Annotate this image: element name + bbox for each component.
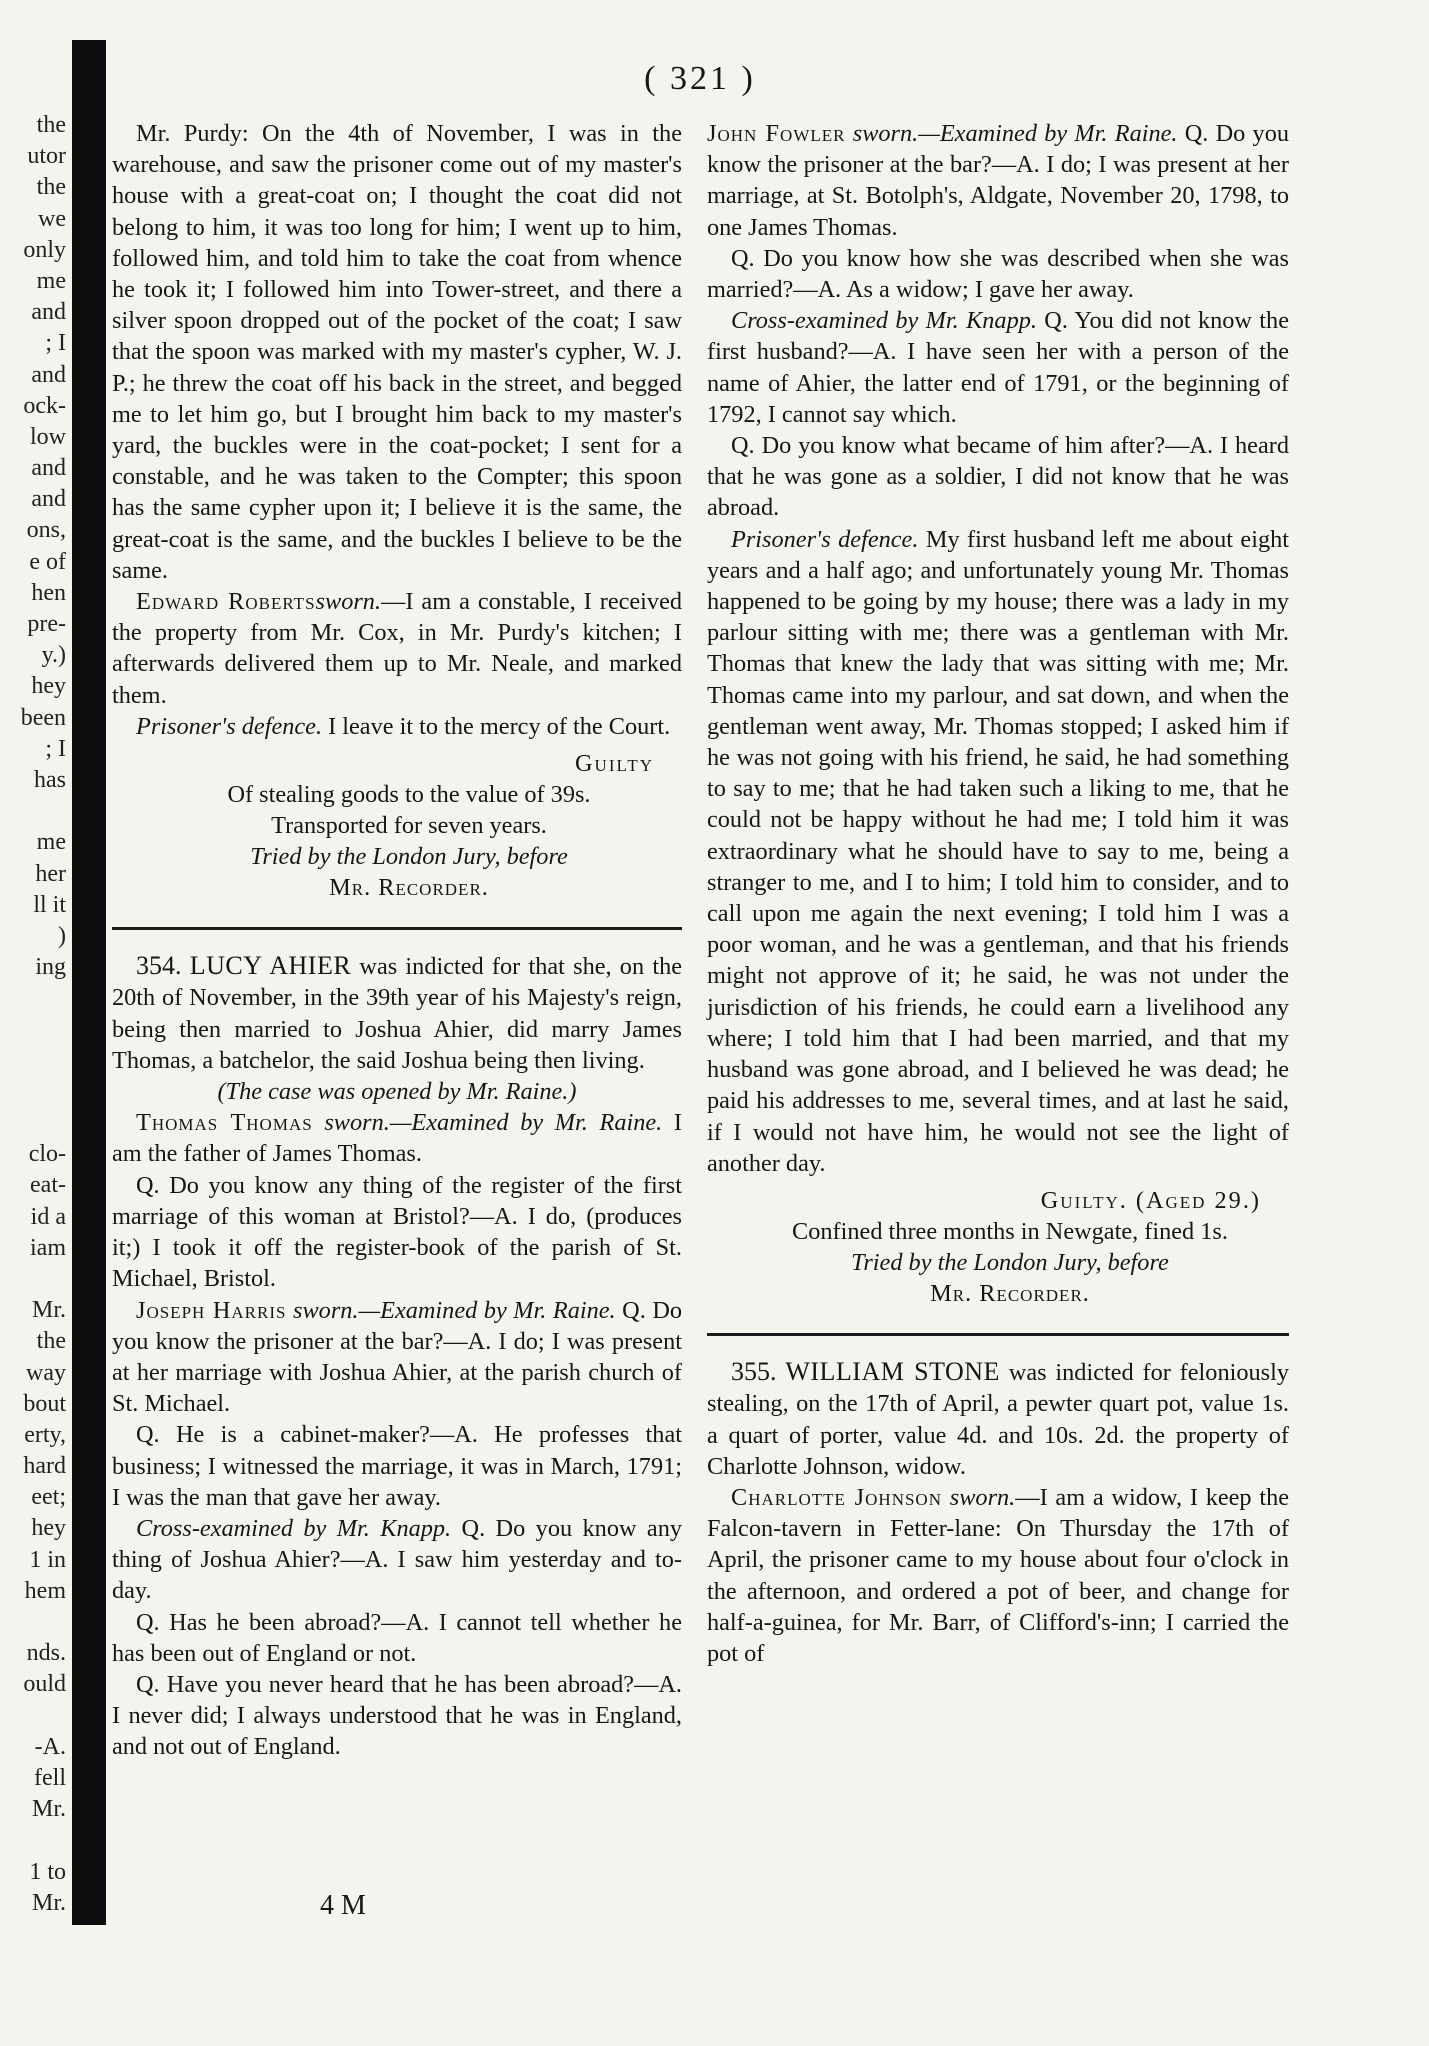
case-number: 354. bbox=[136, 951, 182, 981]
margin-fragment: ould bbox=[23, 1671, 66, 1698]
margin-fragment: pre- bbox=[27, 611, 66, 637]
margin-fragment: and bbox=[31, 361, 66, 388]
margin-fragment: -A. bbox=[34, 1733, 66, 1760]
margin-fragment: the bbox=[36, 1328, 66, 1355]
left-column bbox=[112, 118, 682, 1763]
sworn-note: sworn.—Examined by Mr. Raine. bbox=[293, 1296, 616, 1324]
testimony: I am the father of James Thomas. bbox=[112, 1109, 682, 1168]
margin-fragment: and bbox=[31, 455, 66, 482]
defence-paragraph bbox=[707, 524, 1289, 1179]
margin-fragment: iam bbox=[30, 1234, 66, 1261]
defendant-name: LUCY AHIER bbox=[189, 951, 352, 981]
margin-fragment: ons, bbox=[26, 517, 66, 544]
margin-fragment: ll it bbox=[33, 891, 66, 918]
margin-fragment: has bbox=[34, 766, 66, 793]
testimony: —I am a constable, I received the property from Mr. Cox, in Mr. Purdy's kitchen; I afterwards delivered them up to Mr. Neale, and marked them. bbox=[112, 588, 683, 709]
jury-line: Tried by the London Jury, before bbox=[851, 1249, 1169, 1277]
margin-fragment: bout bbox=[23, 1390, 66, 1417]
margin-fragment: Mr. bbox=[31, 1889, 66, 1916]
indictment-text: was indicted for feloniously stealing, on the 17th of April, a pewter quart pot, value 1s. a quart of porter, value 4d. and 10s. 2d. the property of Charlotte Johnson, widow. bbox=[707, 1359, 1289, 1480]
witness-paragraph bbox=[112, 1295, 682, 1420]
margin-fragment: Mr. bbox=[31, 1297, 66, 1324]
margin-fragment: hey bbox=[31, 673, 66, 700]
right-column bbox=[707, 118, 1289, 1669]
testimony: Q. Do you know any thing of Joshua Ahier?—A. I saw him yesterday and to-day. bbox=[112, 1514, 682, 1605]
recorder-line: Mr. Recorder. bbox=[329, 874, 489, 902]
margin-fragment: hem bbox=[24, 1577, 66, 1604]
margin-fragment: and bbox=[31, 299, 66, 326]
margin-fragment: utor bbox=[27, 143, 66, 170]
cross-examination bbox=[707, 305, 1289, 430]
witness-name: John Fowler bbox=[707, 120, 846, 147]
sentence-line: Confined three months in Newgate, fined 1s. bbox=[792, 1218, 1228, 1246]
defence-label: Prisoner's defence. bbox=[731, 525, 919, 553]
sworn-note: sworn.—Examined by Mr. Raine. bbox=[324, 1109, 663, 1137]
defence-text: I leave it to the mercy of the Court. bbox=[322, 712, 671, 740]
sentence-line: Transported for seven years. bbox=[271, 812, 547, 840]
recorder-line: Mr. Recorder. bbox=[930, 1280, 1090, 1308]
margin-fragment: ing bbox=[35, 954, 66, 981]
margin-fragment: we bbox=[38, 205, 66, 232]
case-number: 355. bbox=[731, 1357, 777, 1387]
testimony: Q. Do you know the prisoner at the bar?—A. I do; I was present at her marriage with Joshua Ahier, at the parish church of St. Michael. bbox=[112, 1296, 683, 1418]
witness-paragraph bbox=[707, 118, 1289, 243]
verdict: Guilty bbox=[575, 750, 654, 778]
margin-fragment: ock- bbox=[23, 392, 66, 419]
testimony: Q. You did not know the first husband?—A. I have seen her with a person of the name of Ahier, the latter end of 1791, or the beginning of 1792, I cannot say which. bbox=[707, 307, 1289, 428]
margin-fragment: clo- bbox=[28, 1141, 66, 1168]
margin-fragment: id a bbox=[30, 1203, 66, 1230]
question-answer: Q. Have you never heard that he has been abroad?—A. I never did; I always understood that he was in England, and not out of England. bbox=[112, 1670, 682, 1761]
margin-fragment: eet; bbox=[31, 1484, 66, 1511]
sworn-note: sworn.—Examined by Mr. Raine. bbox=[852, 120, 1178, 147]
witness-name: Thomas Thomas bbox=[136, 1109, 313, 1137]
question-answer: Q. He is a cabinet-maker?—A. He professes that business; I witnessed the marriage, it was in March, 1791; I was the man that gave her away. bbox=[112, 1421, 682, 1511]
paragraph: Mr. Purdy: On the 4th of November, I was in the warehouse, and saw the prisoner come out of my master's house with a great-coat on; I thought the coat did not belong to him, it was too long for him; I went up to him, followed him, and told him to take the coat from whence he took it; I followed him into Tower-street, and there a silver spoon dropped out of the pocket of the coat; I saw that the spoon was marked with my master's cypher, W. J. P.; he threw the coat off his back in the street, and begged me to let him go, but I brought him back to my master's yard, the buckles were in the coat-pocket; I sent for a constable, and he was taken to the Compter; this spoon has the same cypher upon it; I believe it is the same, the great-coat is the same, and the buckles I believe to be the same. bbox=[112, 120, 682, 584]
cross-label: Cross-examined by Mr. Knapp. bbox=[731, 307, 1037, 335]
testimony: —I am a widow, I keep the Falcon-tavern in Fetter-lane: On Thursday the 17th of April, the prisoner came to my house about four o'clock in the afternoon, and ordered a pot of beer, and change for half-a-guinea, for Mr. Barr, of Clifford's-inn; I carried the pot of bbox=[707, 1483, 1290, 1667]
margin-fragment bbox=[0, 1046, 66, 1077]
margin-fragment bbox=[0, 1701, 66, 1732]
sworn-note: sworn. bbox=[315, 588, 382, 616]
defence-label: Prisoner's defence. bbox=[136, 712, 323, 740]
signature-mark: 4 M bbox=[320, 1890, 366, 1921]
sentence-line: Of stealing goods to the value of 39s. bbox=[227, 781, 591, 809]
page-number: ( 321 ) bbox=[644, 60, 756, 97]
verdict: Guilty. (Aged 29.) bbox=[1040, 1186, 1261, 1214]
question-answer: Q. Do you know how she was described when she was married?—A. As a widow; I gave her away. bbox=[707, 244, 1289, 304]
margin-fragment: 1 in bbox=[29, 1546, 66, 1573]
margin-fragment bbox=[0, 796, 66, 827]
testimony: Q. Do you know the prisoner at the bar?—A. I do; I was present at her marriage, at St. Botolph's, Aldgate, November 20, 1798, to one James Thomas. bbox=[707, 120, 1289, 241]
margin-fragment: hey bbox=[31, 1515, 66, 1542]
margin-fragment bbox=[0, 983, 66, 1014]
question-answer: Q. Do you know any thing of the register of the first marriage of this woman at Bristol?—A. I do, (produces it;) I took it off the register-book of the parish of St. Michael, Bristol. bbox=[112, 1171, 682, 1293]
margin-fragment: been bbox=[20, 704, 66, 731]
margin-fragment: low bbox=[30, 423, 66, 450]
margin-fragment: the bbox=[36, 112, 66, 138]
margin-fragment: and bbox=[31, 486, 66, 513]
witness-paragraph bbox=[112, 1107, 682, 1169]
question-answer: Q. Has he been abroad?—A. I cannot tell whether he has been out of England or not. bbox=[112, 1608, 682, 1667]
sworn-note: sworn. bbox=[949, 1483, 1016, 1511]
margin-fragment: me bbox=[36, 267, 66, 294]
adjacent-page-margin bbox=[0, 110, 66, 1919]
margin-fragment: e of bbox=[29, 548, 66, 575]
margin-fragment: y.) bbox=[41, 642, 66, 669]
section-divider bbox=[707, 1333, 1289, 1336]
margin-fragment: only bbox=[23, 236, 66, 263]
defence-text: My first husband left me about eight years and a half ago; and unfortunately young Mr. Thomas happened to be going by my house; there was a lady in my parlour sitting with me; there was a gentleman with Mr. Thomas that knew the lady that was sitting with me; Mr. Thomas came into my parlour, and sat down, and when the gentleman went away, Mr. Thomas stopped; I asked him if he was not going with his friend, he said, he had something to say to me; that he had taken such a liking to me, that he could not be happy without he had me; I told him it was extraordinary what he should have to say to me, being a stranger to me, and I to him; I told him to consider, and to call upon me again the next evening; I told him I was a poor woman, and he was a gentleman, and that his friends might not approve of it; he said, he was not under the jurisdiction of his friends, he could earn a livelihood any where; I told him that I had been married, and that my husband was gone abroad, and I believed he was dead; he paid his addresses to me, several times, and at last he said, if I would not have him, he would not see the light of another day. bbox=[707, 525, 1290, 1177]
case-opened-note: (The case was opened by Mr. Raine.) bbox=[217, 1078, 577, 1106]
case-heading bbox=[112, 950, 682, 1076]
witness-paragraph bbox=[112, 586, 682, 711]
margin-fragment: her bbox=[35, 860, 66, 887]
margin-fragment: me bbox=[36, 829, 66, 856]
margin-fragment: 1 to bbox=[29, 1858, 66, 1885]
margin-fragment: nds. bbox=[26, 1640, 66, 1667]
witness-name: Joseph Harris bbox=[136, 1296, 287, 1324]
indictment-text: was indicted for that she, on the 20th of November, in the 39th year of his Majesty's reign, being then married to Joshua Ahier, did marry James Thomas, a batchelor, the said Joshua being then living. bbox=[112, 953, 683, 1074]
margin-fragment: fell bbox=[34, 1764, 66, 1791]
margin-fragment: the bbox=[36, 174, 66, 201]
margin-fragment: erty, bbox=[24, 1421, 66, 1448]
margin-fragment bbox=[0, 1607, 66, 1638]
margin-fragment: Mr. bbox=[31, 1796, 66, 1823]
case-heading bbox=[707, 1356, 1289, 1482]
section-divider bbox=[112, 927, 682, 930]
defendant-name: WILLIAM STONE bbox=[785, 1357, 1000, 1387]
margin-fragment: ; I bbox=[45, 735, 66, 762]
defence-paragraph bbox=[112, 711, 682, 742]
margin-fragment bbox=[0, 1014, 66, 1045]
margin-fragment bbox=[0, 1108, 66, 1139]
witness-name: Charlotte Johnson bbox=[731, 1483, 942, 1511]
cross-examination bbox=[112, 1513, 682, 1607]
margin-fragment: ; I bbox=[45, 330, 66, 357]
margin-fragment bbox=[0, 1077, 66, 1108]
witness-name: Edward Roberts bbox=[136, 588, 316, 616]
margin-fragment: hen bbox=[31, 579, 66, 606]
margin-fragment: eat- bbox=[30, 1172, 66, 1199]
binding-gutter bbox=[72, 40, 106, 1925]
margin-fragment: way bbox=[26, 1359, 66, 1386]
question-answer: Q. Do you know what became of him after?—A. I heard that he was gone as a soldier, I did not know that he was abroad. bbox=[707, 432, 1289, 522]
cross-label: Cross-examined by Mr. Knapp. bbox=[136, 1514, 452, 1542]
margin-fragment: ) bbox=[58, 922, 66, 949]
margin-fragment bbox=[0, 1825, 66, 1856]
jury-line: Tried by the London Jury, before bbox=[250, 843, 568, 871]
margin-fragment: hard bbox=[23, 1453, 66, 1480]
margin-fragment bbox=[0, 1264, 66, 1295]
witness-paragraph bbox=[707, 1482, 1289, 1669]
